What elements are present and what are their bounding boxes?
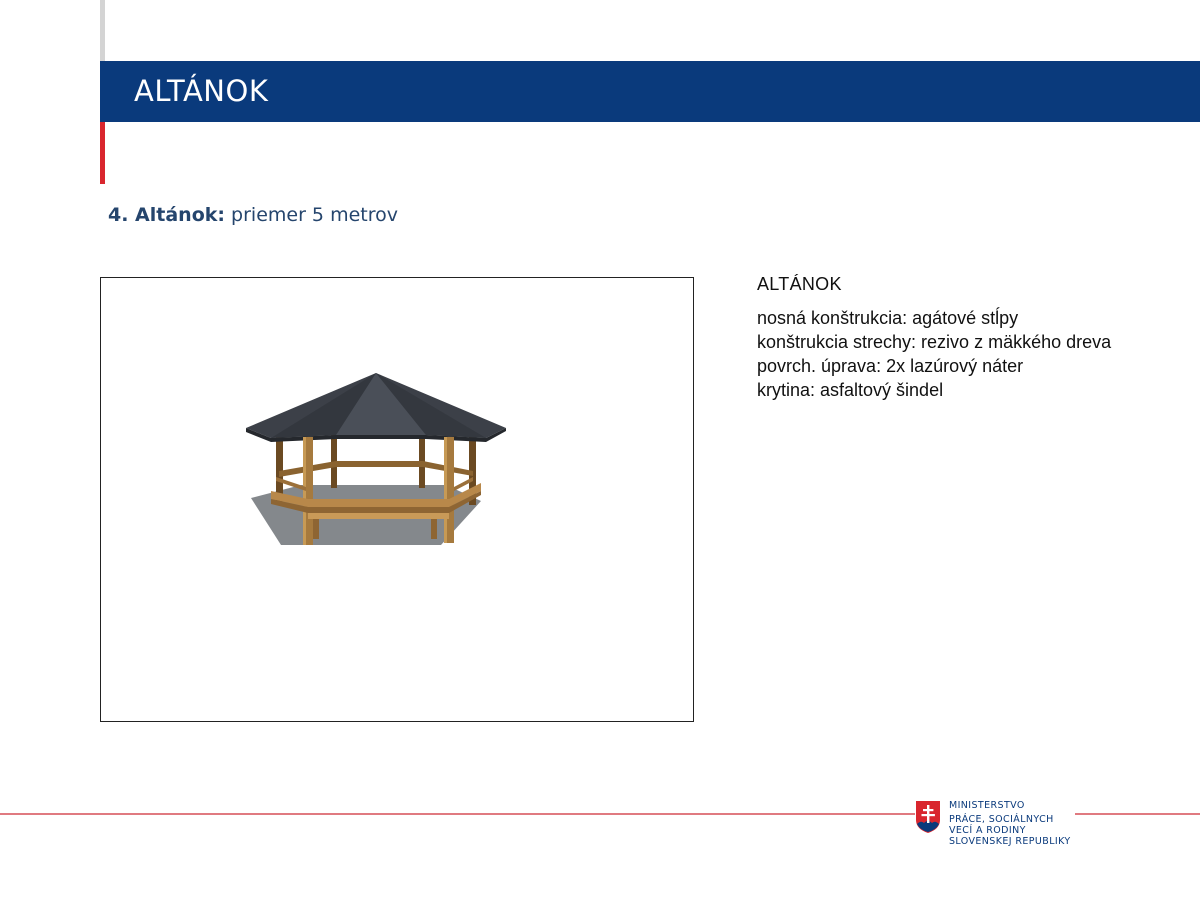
spec-line-structure: nosná konštrukcia: agátové stĺpy — [757, 308, 1019, 328]
ministry-name — [949, 800, 1071, 847]
subtitle-detail: priemer 5 metrov — [231, 204, 398, 226]
subtitle-number-name: 4. Altánok: — [108, 204, 225, 226]
page-title: ALTÁNOK — [134, 74, 269, 108]
ministry-line-3: VECÍ A RODINY — [949, 825, 1026, 836]
spec-title: ALTÁNOK — [757, 274, 842, 294]
ministry-line-4: SLOVENSKEJ REPUBLIKY — [949, 836, 1071, 847]
spec-line-roof-structure: konštrukcia strechy: rezivo z mäkkého dreva — [757, 332, 1112, 352]
gazebo-illustration — [241, 373, 511, 563]
ministry-line-2: PRÁCE, SOCIÁLNYCH — [949, 814, 1054, 825]
header-band — [100, 61, 1200, 122]
section-subtitle — [108, 202, 398, 228]
red-accent-bar — [100, 122, 105, 184]
spec-line-roofing: krytina: asfaltový šindel — [757, 380, 944, 400]
spec-block — [757, 272, 1111, 402]
ministry-line-1: MINISTERSTVO — [949, 800, 1025, 811]
ministry-logo — [915, 800, 1075, 847]
slovak-crest-icon — [915, 800, 941, 834]
top-accent-bar — [100, 0, 105, 61]
spec-line-finish: povrch. úprava: 2x lazúrový náter — [757, 356, 1024, 376]
gazebo-image-frame — [100, 277, 694, 722]
